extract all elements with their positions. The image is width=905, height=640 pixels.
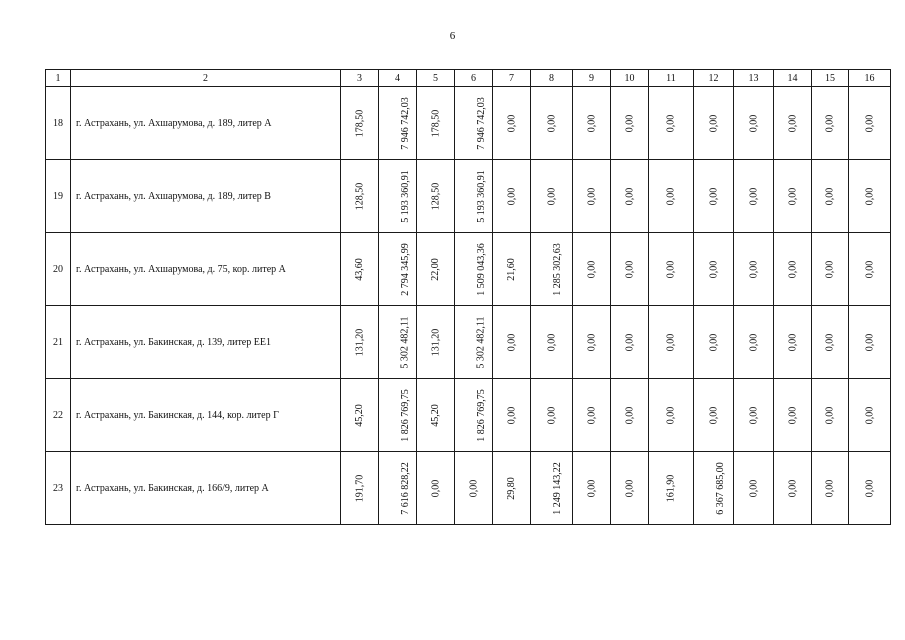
value-text: 0,00 — [624, 406, 635, 424]
value-cell — [341, 379, 379, 452]
value-cell — [417, 452, 455, 525]
address-cell: г. Астрахань, ул. Бакинская, д. 139, литер ЕЕ1 — [71, 306, 341, 379]
value-cell — [694, 379, 734, 452]
value-cell — [493, 306, 531, 379]
value-cell — [734, 306, 774, 379]
value-text: 0,00 — [787, 406, 798, 424]
value-text: 0,00 — [864, 333, 875, 351]
value-cell — [531, 306, 573, 379]
value-text: 0,00 — [430, 479, 441, 497]
value-text: 0,00 — [824, 333, 836, 351]
header-row — [46, 70, 891, 87]
value-text: 45,20 — [354, 403, 365, 427]
row-number-cell: 18 — [46, 87, 71, 160]
value-cell — [573, 452, 611, 525]
value-text: 0,00 — [708, 114, 719, 132]
value-cell — [611, 306, 649, 379]
address-cell: г. Астрахань, ул. Бакинская, д. 144, кор. литер Г — [71, 379, 341, 452]
data-table — [45, 69, 891, 525]
value-cell — [341, 233, 379, 306]
value-text: 0,00 — [506, 187, 517, 205]
column-header: 5 — [417, 70, 455, 87]
value-text: 0,00 — [665, 333, 677, 351]
value-cell — [611, 452, 649, 525]
value-text: 0,00 — [708, 333, 719, 351]
value-text: 0,00 — [586, 187, 597, 205]
value-text: 0,00 — [864, 260, 875, 278]
value-cell — [611, 160, 649, 233]
value-cell — [573, 379, 611, 452]
value-cell — [812, 452, 849, 525]
value-text: 178,50 — [430, 109, 441, 137]
value-cell — [734, 87, 774, 160]
value-text: 0,00 — [665, 406, 677, 424]
value-text: 0,00 — [748, 260, 759, 278]
table-row — [46, 87, 891, 160]
value-text: 5 193 360,91 — [475, 169, 487, 223]
value-text: 0,00 — [864, 187, 875, 205]
value-cell — [849, 452, 891, 525]
column-header: 16 — [849, 70, 891, 87]
value-cell — [849, 379, 891, 452]
value-cell — [849, 233, 891, 306]
value-text: 21,60 — [506, 257, 517, 281]
value-cell — [379, 379, 417, 452]
value-text: 1 509 043,36 — [475, 242, 487, 296]
value-cell — [379, 233, 417, 306]
value-text: 0,00 — [546, 406, 557, 424]
value-text: 43,60 — [354, 257, 365, 281]
value-cell — [694, 87, 734, 160]
row-number-cell: 23 — [46, 452, 71, 525]
value-text: 0,00 — [787, 260, 798, 278]
value-cell — [649, 233, 694, 306]
value-text: 0,00 — [624, 333, 635, 351]
value-text: 0,00 — [748, 187, 759, 205]
value-cell — [734, 233, 774, 306]
value-cell — [649, 160, 694, 233]
value-cell — [649, 379, 694, 452]
value-text: 0,00 — [506, 406, 517, 424]
value-cell — [611, 233, 649, 306]
value-cell — [417, 87, 455, 160]
column-header: 2 — [71, 70, 341, 87]
value-text: 0,00 — [624, 260, 635, 278]
value-cell — [417, 233, 455, 306]
value-cell — [531, 233, 573, 306]
column-header: 3 — [341, 70, 379, 87]
column-header: 8 — [531, 70, 573, 87]
value-cell — [417, 306, 455, 379]
value-text: 0,00 — [787, 114, 798, 132]
value-text: 1 826 769,75 — [475, 388, 487, 442]
value-cell — [531, 87, 573, 160]
value-text: 1 249 143,22 — [551, 461, 563, 515]
value-text: 7 616 828,22 — [399, 461, 411, 515]
value-text: 0,00 — [787, 333, 798, 351]
value-cell — [417, 379, 455, 452]
row-number-cell: 22 — [46, 379, 71, 452]
value-text: 161,90 — [665, 474, 677, 502]
value-text: 191,70 — [354, 474, 365, 502]
value-cell — [774, 233, 812, 306]
value-cell — [774, 379, 812, 452]
value-cell — [341, 160, 379, 233]
table-body — [46, 70, 891, 525]
value-text: 0,00 — [586, 114, 597, 132]
column-header: 12 — [694, 70, 734, 87]
value-text: 0,00 — [586, 333, 597, 351]
value-cell — [341, 87, 379, 160]
value-cell — [849, 87, 891, 160]
value-text: 0,00 — [864, 406, 875, 424]
value-text: 0,00 — [586, 406, 597, 424]
value-text: 0,00 — [824, 187, 836, 205]
value-text: 178,50 — [354, 109, 365, 137]
value-text: 0,00 — [586, 260, 597, 278]
table-row — [46, 379, 891, 452]
column-header: 7 — [493, 70, 531, 87]
value-cell — [649, 306, 694, 379]
value-cell — [455, 160, 493, 233]
value-cell — [649, 87, 694, 160]
value-text: 2 794 345,99 — [399, 242, 411, 296]
value-cell — [774, 452, 812, 525]
value-text: 7 946 742,03 — [475, 96, 487, 150]
value-cell — [493, 87, 531, 160]
table-row — [46, 233, 891, 306]
value-cell — [573, 306, 611, 379]
page-number: 6 — [449, 30, 456, 42]
value-cell — [379, 306, 417, 379]
value-text: 0,00 — [506, 114, 517, 132]
address-cell: г. Астрахань, ул. Ахшарумова, д. 189, литер В — [71, 160, 341, 233]
value-cell — [379, 452, 417, 525]
value-text: 0,00 — [624, 479, 635, 497]
value-cell — [379, 160, 417, 233]
value-cell — [694, 306, 734, 379]
value-cell — [611, 87, 649, 160]
row-number-cell: 19 — [46, 160, 71, 233]
table-row — [46, 452, 891, 525]
value-text: 128,50 — [354, 182, 365, 210]
value-text: 0,00 — [708, 187, 719, 205]
value-cell — [573, 87, 611, 160]
value-cell — [455, 87, 493, 160]
value-cell — [455, 233, 493, 306]
row-number-cell: 20 — [46, 233, 71, 306]
value-text: 29,80 — [506, 476, 517, 500]
value-cell — [573, 233, 611, 306]
table-row — [46, 160, 891, 233]
value-text: 0,00 — [864, 114, 875, 132]
value-text: 1 285 302,63 — [551, 242, 563, 296]
value-cell — [531, 379, 573, 452]
value-text: 0,00 — [546, 333, 557, 351]
value-cell — [611, 379, 649, 452]
value-cell — [849, 160, 891, 233]
value-cell — [379, 87, 417, 160]
address-cell: г. Астрахань, ул. Бакинская, д. 166/9, литер А — [71, 452, 341, 525]
value-cell — [341, 452, 379, 525]
value-text: 22,00 — [430, 257, 441, 281]
value-text: 0,00 — [665, 187, 677, 205]
column-header: 1 — [46, 70, 71, 87]
value-text: 0,00 — [787, 479, 798, 497]
value-text: 0,00 — [546, 187, 557, 205]
value-cell — [493, 452, 531, 525]
value-cell — [531, 160, 573, 233]
column-header: 11 — [649, 70, 694, 87]
value-cell — [341, 306, 379, 379]
value-cell — [812, 306, 849, 379]
table-row — [46, 306, 891, 379]
value-text: 0,00 — [787, 187, 798, 205]
value-cell — [774, 87, 812, 160]
value-cell — [812, 87, 849, 160]
column-header: 6 — [455, 70, 493, 87]
value-text: 0,00 — [748, 333, 759, 351]
value-cell — [493, 379, 531, 452]
value-text: 5 302 482,11 — [399, 315, 411, 369]
column-header: 13 — [734, 70, 774, 87]
value-cell — [531, 452, 573, 525]
value-text: 0,00 — [665, 260, 677, 278]
value-cell — [649, 452, 694, 525]
address-cell: г. Астрахань, ул. Ахшарумова, д. 75, кор. литер А — [71, 233, 341, 306]
value-text: 0,00 — [546, 114, 557, 132]
value-text: 128,50 — [430, 182, 441, 210]
value-text: 0,00 — [748, 114, 759, 132]
value-text: 0,00 — [824, 114, 836, 132]
value-text: 45,20 — [430, 403, 441, 427]
value-text: 0,00 — [624, 187, 635, 205]
value-text: 0,00 — [748, 406, 759, 424]
value-cell — [493, 160, 531, 233]
value-text: 0,00 — [665, 114, 677, 132]
value-text: 5 193 360,91 — [399, 169, 411, 223]
value-cell — [455, 452, 493, 525]
column-header: 15 — [812, 70, 849, 87]
value-cell — [455, 379, 493, 452]
value-text: 5 302 482,11 — [475, 315, 487, 369]
column-header: 9 — [573, 70, 611, 87]
value-cell — [774, 306, 812, 379]
value-text: 131,20 — [354, 328, 365, 356]
value-text: 0,00 — [624, 114, 635, 132]
value-text: 0,00 — [824, 260, 836, 278]
value-cell — [774, 160, 812, 233]
column-header: 14 — [774, 70, 812, 87]
value-cell — [734, 160, 774, 233]
value-cell — [734, 452, 774, 525]
value-cell — [455, 306, 493, 379]
value-text: 0,00 — [708, 406, 719, 424]
value-cell — [694, 452, 734, 525]
value-text: 0,00 — [748, 479, 759, 497]
value-cell — [812, 233, 849, 306]
column-header: 10 — [611, 70, 649, 87]
column-header: 4 — [379, 70, 417, 87]
value-cell — [417, 160, 455, 233]
value-cell — [573, 160, 611, 233]
value-text: 6 367 685,00 — [714, 461, 726, 515]
value-cell — [734, 379, 774, 452]
value-text: 0,00 — [824, 479, 836, 497]
value-cell — [849, 306, 891, 379]
address-cell: г. Астрахань, ул. Ахшарумова, д. 189, литер А — [71, 87, 341, 160]
value-text: 0,00 — [708, 260, 719, 278]
value-cell — [812, 379, 849, 452]
value-text: 131,20 — [430, 328, 441, 356]
value-text: 0,00 — [586, 479, 597, 497]
value-cell — [493, 233, 531, 306]
value-cell — [694, 160, 734, 233]
value-text: 1 826 769,75 — [399, 388, 411, 442]
value-text: 0,00 — [506, 333, 517, 351]
value-text: 0,00 — [824, 406, 836, 424]
value-cell — [812, 160, 849, 233]
value-cell — [694, 233, 734, 306]
value-text: 7 946 742,03 — [399, 96, 411, 150]
value-text: 0,00 — [468, 479, 479, 497]
row-number-cell: 21 — [46, 306, 71, 379]
value-text: 0,00 — [864, 479, 875, 497]
